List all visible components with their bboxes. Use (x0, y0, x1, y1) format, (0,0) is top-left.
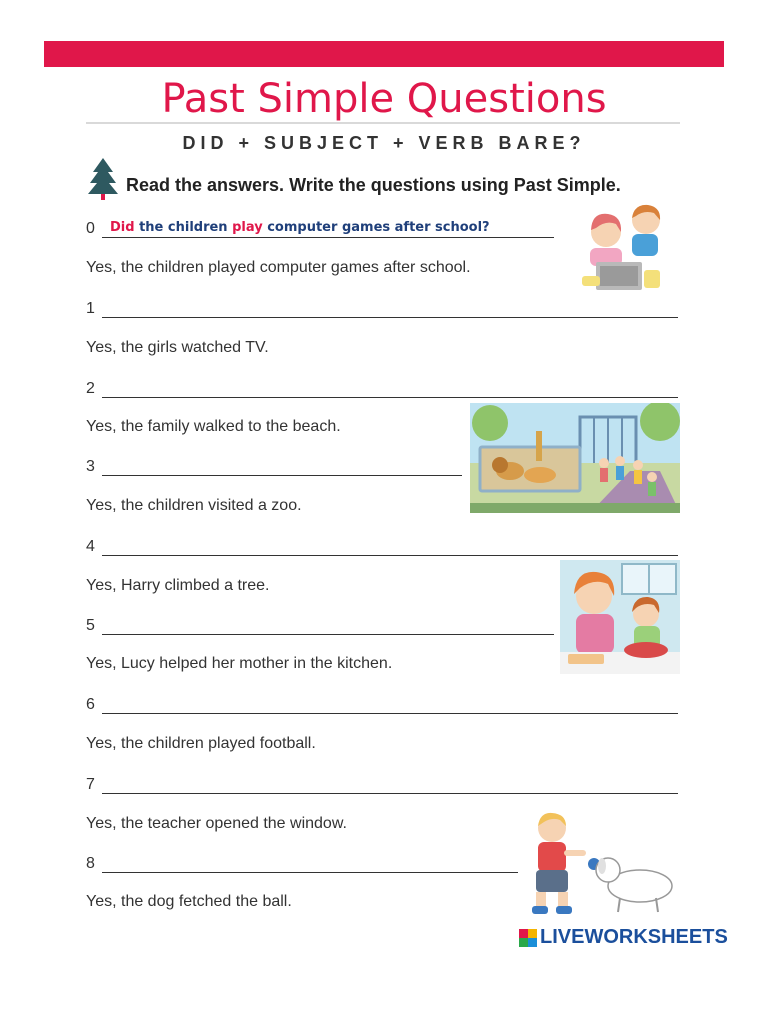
question-row-6 (86, 695, 678, 714)
question-number: 0 (86, 220, 95, 237)
answer-text-0: Yes, the children played computer games after school. (86, 259, 471, 276)
question-row-4 (86, 537, 678, 556)
answer-text-7: Yes, the teacher opened the window. (86, 815, 347, 832)
question-number: 7 (86, 776, 95, 793)
answer-text-1: Yes, the girls watched TV. (86, 339, 269, 356)
answer-text-4: Yes, Harry climbed a tree. (86, 577, 270, 594)
page-subtitle: DID + SUBJECT + VERB BARE? (182, 133, 586, 153)
answer-input-7[interactable] (102, 775, 678, 794)
example-word-did: Did (110, 220, 135, 235)
question-row-1 (86, 299, 678, 318)
question-row-3 (86, 457, 462, 476)
answer-text-2: Yes, the family walked to the beach. (86, 418, 341, 435)
answer-input-3[interactable] (102, 457, 462, 476)
answer-text-8: Yes, the dog fetched the ball. (86, 893, 292, 910)
page-title: Past Simple Questions (161, 76, 607, 122)
question-number: 1 (86, 300, 95, 317)
question-row-2 (86, 379, 678, 398)
question-row-5 (86, 616, 554, 635)
question-number: 5 (86, 617, 95, 634)
question-number: 6 (86, 696, 95, 713)
top-accent-bar (44, 41, 724, 67)
brand-name: LIVEWORKSHEETS (540, 926, 728, 948)
question-number: 3 (86, 458, 95, 475)
question-row-0 (86, 219, 554, 238)
boy-dog-illustration (522, 808, 682, 916)
question-row-7 (86, 775, 678, 794)
kids-laptop-illustration (572, 198, 672, 296)
question-number: 2 (86, 380, 95, 397)
logo-blocks-icon (519, 929, 537, 947)
example-word-verb: play (232, 220, 263, 235)
answer-input-8[interactable] (102, 854, 518, 873)
title-divider (86, 122, 680, 124)
instruction-text: Read the answers. Write the questions using Past Simple. (126, 175, 621, 195)
question-number: 8 (86, 855, 95, 872)
answer-input-5[interactable] (102, 616, 554, 635)
question-row-8 (86, 854, 518, 873)
answer-text-3: Yes, the children visited a zoo. (86, 497, 302, 514)
pine-tree-icon (86, 156, 120, 200)
answer-text-6: Yes, the children played football. (86, 735, 316, 752)
example-word-subject: the children (134, 220, 233, 235)
answer-text-5: Yes, Lucy helped her mother in the kitchen. (86, 655, 393, 672)
kitchen-illustration (560, 560, 680, 674)
answer-input-6[interactable] (102, 695, 678, 714)
liveworksheets-logo (519, 926, 728, 949)
zoo-illustration (470, 403, 680, 513)
answer-input-2[interactable] (102, 379, 678, 398)
answer-input-1[interactable] (102, 299, 678, 318)
answer-input-4[interactable] (102, 537, 678, 556)
example-question (110, 220, 490, 235)
example-word-rest: computer games after school? (262, 220, 490, 235)
answer-line-0 (102, 219, 554, 238)
question-number: 4 (86, 538, 95, 555)
